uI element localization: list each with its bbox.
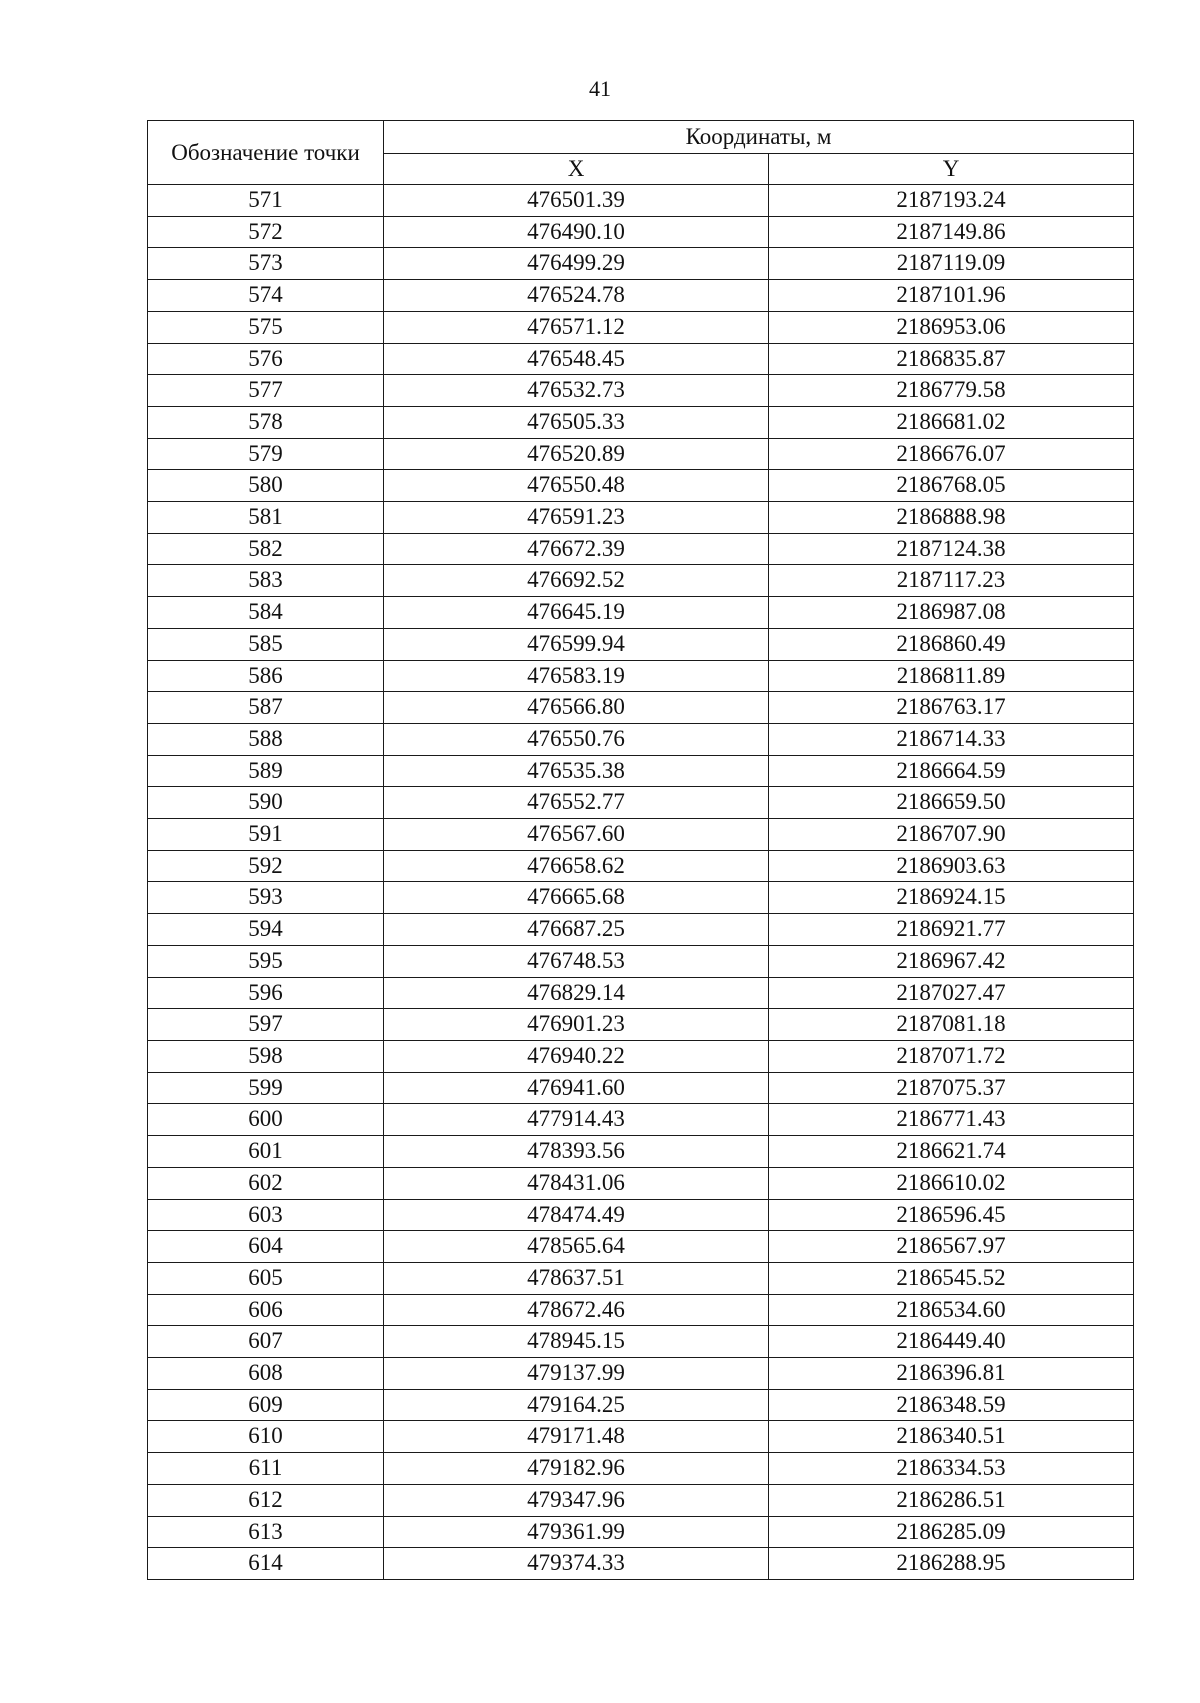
point-cell: 606 [148, 1294, 384, 1326]
point-cell: 576 [148, 343, 384, 375]
table-row [148, 945, 1134, 977]
x-coordinate-cell: 476532.73 [384, 375, 769, 407]
point-cell: 601 [148, 1136, 384, 1168]
table-row [148, 597, 1134, 629]
point-cell: 575 [148, 311, 384, 343]
x-coordinate-cell: 476658.62 [384, 850, 769, 882]
point-cell: 571 [148, 185, 384, 217]
y-coordinate-cell: 2186707.90 [769, 819, 1134, 851]
point-cell: 583 [148, 565, 384, 597]
y-coordinate-cell: 2186567.97 [769, 1231, 1134, 1263]
x-coordinate-cell: 476583.19 [384, 660, 769, 692]
table-body [148, 185, 1134, 1580]
y-coordinate-cell: 2186340.51 [769, 1421, 1134, 1453]
x-coordinate-cell: 476567.60 [384, 819, 769, 851]
table-row [148, 1516, 1134, 1548]
y-coordinate-cell: 2186286.51 [769, 1484, 1134, 1516]
y-coordinate-cell: 2186664.59 [769, 755, 1134, 787]
table-header [148, 121, 1134, 185]
table-row [148, 533, 1134, 565]
point-cell: 573 [148, 248, 384, 280]
point-cell: 599 [148, 1072, 384, 1104]
y-coordinate-cell: 2186811.89 [769, 660, 1134, 692]
point-cell: 595 [148, 945, 384, 977]
table-row [148, 1104, 1134, 1136]
point-cell: 597 [148, 1009, 384, 1041]
y-coordinate-cell: 2186348.59 [769, 1389, 1134, 1421]
table-row [148, 1421, 1134, 1453]
table-row [148, 819, 1134, 851]
y-coordinate-cell: 2186621.74 [769, 1136, 1134, 1168]
x-coordinate-cell: 476829.14 [384, 977, 769, 1009]
point-cell: 593 [148, 882, 384, 914]
x-coordinate-cell: 476566.80 [384, 692, 769, 724]
y-coordinate-cell: 2186545.52 [769, 1262, 1134, 1294]
point-cell: 594 [148, 914, 384, 946]
x-coordinate-cell: 479347.96 [384, 1484, 769, 1516]
y-coordinate-cell: 2186396.81 [769, 1358, 1134, 1390]
y-coordinate-cell: 2186763.17 [769, 692, 1134, 724]
y-coordinate-cell: 2186987.08 [769, 597, 1134, 629]
y-coordinate-cell: 2186681.02 [769, 406, 1134, 438]
header-x: X [384, 154, 769, 185]
table-row [148, 660, 1134, 692]
table-row [148, 723, 1134, 755]
y-coordinate-cell: 2186285.09 [769, 1516, 1134, 1548]
x-coordinate-cell: 477914.43 [384, 1104, 769, 1136]
point-cell: 572 [148, 216, 384, 248]
table-row [148, 1167, 1134, 1199]
y-coordinate-cell: 2186835.87 [769, 343, 1134, 375]
point-cell: 592 [148, 850, 384, 882]
point-cell: 598 [148, 1040, 384, 1072]
table-row [148, 882, 1134, 914]
y-coordinate-cell: 2186288.95 [769, 1548, 1134, 1580]
x-coordinate-cell: 476520.89 [384, 438, 769, 470]
x-coordinate-cell: 476748.53 [384, 945, 769, 977]
x-coordinate-cell: 476571.12 [384, 311, 769, 343]
y-coordinate-cell: 2187075.37 [769, 1072, 1134, 1104]
x-coordinate-cell: 479182.96 [384, 1453, 769, 1485]
x-coordinate-cell: 476940.22 [384, 1040, 769, 1072]
point-cell: 586 [148, 660, 384, 692]
point-cell: 578 [148, 406, 384, 438]
x-coordinate-cell: 476591.23 [384, 502, 769, 534]
point-cell: 603 [148, 1199, 384, 1231]
x-coordinate-cell: 478637.51 [384, 1262, 769, 1294]
point-cell: 613 [148, 1516, 384, 1548]
y-coordinate-cell: 2187027.47 [769, 977, 1134, 1009]
x-coordinate-cell: 476645.19 [384, 597, 769, 629]
point-cell: 579 [148, 438, 384, 470]
x-coordinate-cell: 476548.45 [384, 343, 769, 375]
x-coordinate-cell: 476665.68 [384, 882, 769, 914]
table-row [148, 914, 1134, 946]
table-row [148, 248, 1134, 280]
x-coordinate-cell: 476535.38 [384, 755, 769, 787]
x-coordinate-cell: 476524.78 [384, 280, 769, 312]
point-cell: 605 [148, 1262, 384, 1294]
table-row [148, 1199, 1134, 1231]
y-coordinate-cell: 2187119.09 [769, 248, 1134, 280]
table-row [148, 755, 1134, 787]
y-coordinate-cell: 2186771.43 [769, 1104, 1134, 1136]
y-coordinate-cell: 2186903.63 [769, 850, 1134, 882]
table-row [148, 280, 1134, 312]
table-row [148, 311, 1134, 343]
point-cell: 581 [148, 502, 384, 534]
y-coordinate-cell: 2187149.86 [769, 216, 1134, 248]
table-row [148, 343, 1134, 375]
table-row [148, 216, 1134, 248]
x-coordinate-cell: 478431.06 [384, 1167, 769, 1199]
x-coordinate-cell: 476501.39 [384, 185, 769, 217]
table-row [148, 628, 1134, 660]
y-coordinate-cell: 2187117.23 [769, 565, 1134, 597]
x-coordinate-cell: 476692.52 [384, 565, 769, 597]
point-cell: 591 [148, 819, 384, 851]
point-cell: 608 [148, 1358, 384, 1390]
x-coordinate-cell: 476901.23 [384, 1009, 769, 1041]
table-row [148, 406, 1134, 438]
y-coordinate-cell: 2187081.18 [769, 1009, 1134, 1041]
x-coordinate-cell: 479374.33 [384, 1548, 769, 1580]
point-cell: 580 [148, 470, 384, 502]
table-row [148, 1136, 1134, 1168]
y-coordinate-cell: 2186534.60 [769, 1294, 1134, 1326]
point-cell: 590 [148, 787, 384, 819]
x-coordinate-cell: 476490.10 [384, 216, 769, 248]
page-number: 41 [589, 76, 611, 101]
y-coordinate-cell: 2186768.05 [769, 470, 1134, 502]
x-coordinate-cell: 479164.25 [384, 1389, 769, 1421]
x-coordinate-cell: 478945.15 [384, 1326, 769, 1358]
y-coordinate-cell: 2186924.15 [769, 882, 1134, 914]
point-cell: 588 [148, 723, 384, 755]
table-row [148, 1231, 1134, 1263]
point-cell: 584 [148, 597, 384, 629]
table-row [148, 1358, 1134, 1390]
table-row [148, 1326, 1134, 1358]
table-row [148, 1040, 1134, 1072]
point-cell: 596 [148, 977, 384, 1009]
point-cell: 589 [148, 755, 384, 787]
x-coordinate-cell: 478565.64 [384, 1231, 769, 1263]
point-cell: 611 [148, 1453, 384, 1485]
table-row [148, 1072, 1134, 1104]
x-coordinate-cell: 479361.99 [384, 1516, 769, 1548]
table-row [148, 438, 1134, 470]
point-cell: 612 [148, 1484, 384, 1516]
point-cell: 600 [148, 1104, 384, 1136]
y-coordinate-cell: 2186921.77 [769, 914, 1134, 946]
table-row [148, 1548, 1134, 1580]
header-point-designation: Обозначение точки [148, 121, 384, 185]
table-row [148, 502, 1134, 534]
point-cell: 602 [148, 1167, 384, 1199]
point-cell: 610 [148, 1421, 384, 1453]
table-row [148, 375, 1134, 407]
y-coordinate-cell: 2187124.38 [769, 533, 1134, 565]
y-coordinate-cell: 2186860.49 [769, 628, 1134, 660]
point-cell: 574 [148, 280, 384, 312]
y-coordinate-cell: 2186888.98 [769, 502, 1134, 534]
y-coordinate-cell: 2187071.72 [769, 1040, 1134, 1072]
table-row [148, 470, 1134, 502]
y-coordinate-cell: 2186779.58 [769, 375, 1134, 407]
x-coordinate-cell: 476672.39 [384, 533, 769, 565]
y-coordinate-cell: 2186596.45 [769, 1199, 1134, 1231]
point-cell: 609 [148, 1389, 384, 1421]
x-coordinate-cell: 476552.77 [384, 787, 769, 819]
x-coordinate-cell: 476550.48 [384, 470, 769, 502]
table-row [148, 1009, 1134, 1041]
y-coordinate-cell: 2186334.53 [769, 1453, 1134, 1485]
table-row [148, 787, 1134, 819]
point-cell: 582 [148, 533, 384, 565]
y-coordinate-cell: 2186610.02 [769, 1167, 1134, 1199]
x-coordinate-cell: 476505.33 [384, 406, 769, 438]
x-coordinate-cell: 479171.48 [384, 1421, 769, 1453]
y-coordinate-cell: 2186676.07 [769, 438, 1134, 470]
table-row [148, 565, 1134, 597]
table-row [148, 1389, 1134, 1421]
x-coordinate-cell: 476687.25 [384, 914, 769, 946]
y-coordinate-cell: 2186714.33 [769, 723, 1134, 755]
point-cell: 577 [148, 375, 384, 407]
y-coordinate-cell: 2186953.06 [769, 311, 1134, 343]
y-coordinate-cell: 2186967.42 [769, 945, 1134, 977]
point-cell: 585 [148, 628, 384, 660]
table-row [148, 1294, 1134, 1326]
x-coordinate-cell: 476550.76 [384, 723, 769, 755]
x-coordinate-cell: 478672.46 [384, 1294, 769, 1326]
header-y: Y [769, 154, 1134, 185]
x-coordinate-cell: 478474.49 [384, 1199, 769, 1231]
y-coordinate-cell: 2186659.50 [769, 787, 1134, 819]
point-cell: 604 [148, 1231, 384, 1263]
x-coordinate-cell: 476941.60 [384, 1072, 769, 1104]
table-row [148, 977, 1134, 1009]
x-coordinate-cell: 476499.29 [384, 248, 769, 280]
y-coordinate-cell: 2187193.24 [769, 185, 1134, 217]
point-cell: 587 [148, 692, 384, 724]
x-coordinate-cell: 479137.99 [384, 1358, 769, 1390]
table-row [148, 1262, 1134, 1294]
y-coordinate-cell: 2187101.96 [769, 280, 1134, 312]
point-cell: 607 [148, 1326, 384, 1358]
table-row [148, 185, 1134, 217]
x-coordinate-cell: 476599.94 [384, 628, 769, 660]
table-row [148, 1484, 1134, 1516]
table-row [148, 692, 1134, 724]
table-row [148, 1453, 1134, 1485]
table-row [148, 850, 1134, 882]
coordinates-table [147, 120, 1134, 1580]
x-coordinate-cell: 478393.56 [384, 1136, 769, 1168]
y-coordinate-cell: 2186449.40 [769, 1326, 1134, 1358]
header-coordinates: Координаты, м [384, 121, 1134, 154]
point-cell: 614 [148, 1548, 384, 1580]
